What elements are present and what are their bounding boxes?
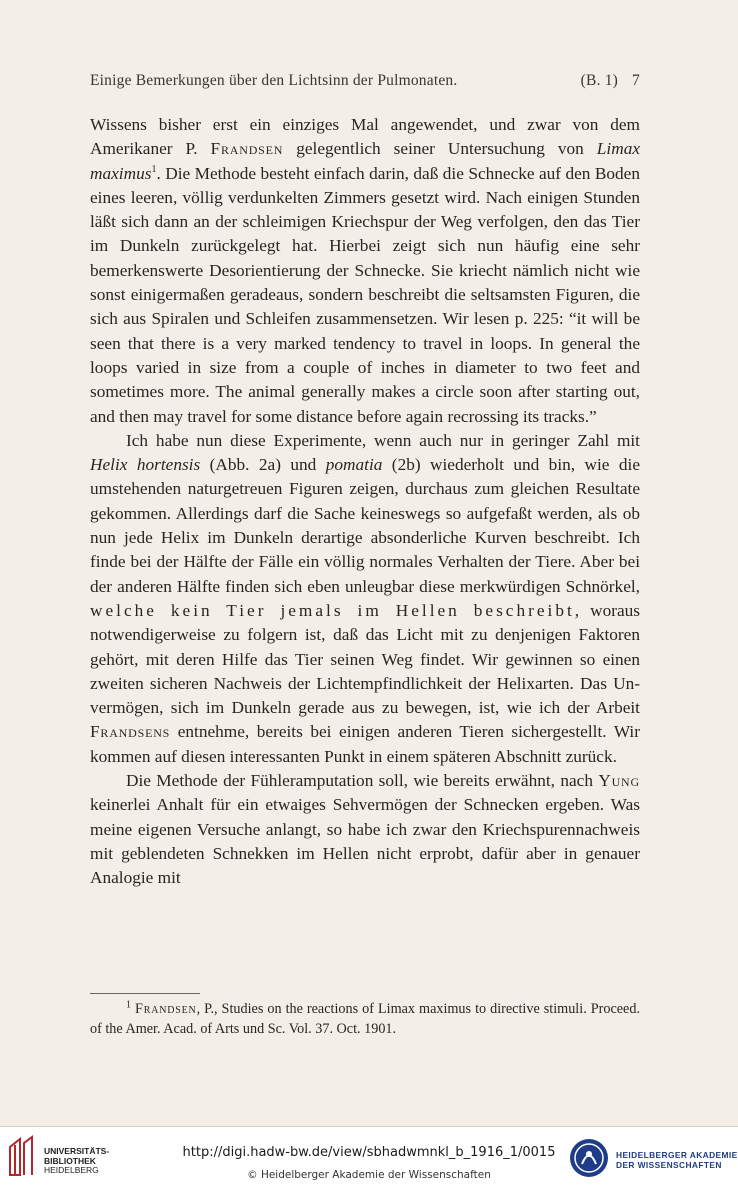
- running-title: Einige Bemerkungen über den Lichtsinn der Pulmonaten.: [90, 72, 458, 89]
- university-library-logo[interactable]: UNIVERSITÄTS- BIBLIOTHEK HEIDELBERG: [6, 1135, 126, 1181]
- species-name: pomatia: [325, 455, 383, 475]
- page-number: 7: [632, 72, 640, 89]
- spaced-emphasis: welche kein Tier jemals im Hellen beschreibt: [90, 600, 575, 620]
- footnote-text: , P., Studies on the reactions of Limax maximus to directive stimuli. Proceed. of the Amer. Acad. of Arts und Sc. Vol. 37. Oct. 1901.: [90, 1001, 640, 1037]
- species-name: Limax maximus: [90, 139, 640, 183]
- copyright-notice: © Heidelberger Akademie der Wissenschaften: [247, 1169, 491, 1181]
- author-name: Frandsens: [90, 722, 171, 742]
- author-name: Yung: [598, 771, 640, 791]
- footnote-author: Frandsen: [135, 1001, 197, 1017]
- paragraph-1: Wissens bisher erst ein einziges Mal angewendet, und zwar von dem Amerikaner P. Frandsen gelegentlich seiner Untersuchung von Limax maximus$^1$. Die Methode besteht einfach darin, daß die Schnecke auf den Boden eines leeren, völlig verdunkelten Zimmers gesetzt wird. Nach einigen Stunden läßt sich dann an der schleimigen Kriechspur der Weg verfolgen, den das Tier im Dunkeln zurückgelegt hat. Hierbei zeigt sich nun häufig eine sehr bemerkenswerte Desorientierung der Schnecke. Sie kriecht nämlich nicht wie sonst einigermaßen geradeaus, sondern beschreibt die seltsamsten Figuren, die sich aus Spiralen und Schleifen zusammensetzen. Wir lesen p. 225: “it will be seen that there is a very marked tendency to travel in loops. In general the loops varied in size from a couple of inches in diameter to two feet and sometimes more. The animal generally makes a circle soon after starting out, and then may travel for some distance before again recrossing its tracks.”: [90, 115, 640, 426]
- paragraph-2: Ich habe nun diese Experimente, wenn auch nur in geringer Zahl mit Helix hortensis (Abb. 2a) und pomatia (2b) wiederholt und bin, wie die umstehenden naturgetreuen Figuren zeigen, durchaus zum gleichen Resultate gekommen. Allerdings darf die Sache keineswegs so aufgefaßt werden, als ob nun jede Helix im Dunkeln derartige absonderliche Kurven beschreibt. Ich finde bei der Hälfte der Fälle ein völlig normales Verhalten der Tiere. Aber bei der anderen Hälfte finden sich eben unleugbar diese merkwürdigen Schnörkel, welche kein Tier jemals im Hellen beschreibt, woraus notwendigerweise zu folgern ist, daß das Licht mit zu denjenigen Faktoren gehört, mit deren Hilfe das Tier seinen Weg findet. Wir gewinnen so einen zweiten sicheren Nachweis der Lichtempfindlichkeit der Helixarten. Das Unvermögen, sich im Dunkeln gerade aus zu bewegen, ist, wie ich der Arbeit Frandsens entnehme, bereits bei einigen anderen Tieren sichergestellt. Wir kommen auf diesen interessanten Punkt in einem späteren Abschnitt zurück.: [90, 430, 640, 766]
- author-name: Frandsen: [210, 139, 284, 159]
- viewer-footer: [0, 1126, 738, 1189]
- footnote: [90, 999, 640, 1039]
- species-name: Helix hortensis: [90, 455, 201, 475]
- section-label: (B. 1): [580, 72, 619, 89]
- permalink-url[interactable]: http://digi.hadw-bw.de/view/sbhadwmnkl_b_1916_1/0015: [182, 1145, 556, 1160]
- academy-seal-icon: [568, 1137, 610, 1179]
- paragraph-3: Die Methode der Fühleramputation soll, wie bereits erwähnt, nach Yung keinerlei Anhalt für ein etwaiges Sehvermögen der Schnecken ergeben. Was meine eigenen Versuche anlangt, so habe ich zwar den Kriechspurennachweis mit geblendeten Schnekken im Hellen nicht erprobt, dafür aber in genauer Analogie mit: [90, 771, 640, 888]
- academy-logo[interactable]: HEIDELBERGER AKADEMIE DER WISSENSCHAFTEN: [568, 1137, 738, 1181]
- footnote-marker: 1: [126, 999, 131, 1011]
- running-header: [90, 72, 640, 90]
- body-text: [90, 113, 640, 891]
- footnote-divider: [90, 993, 200, 994]
- footnote-ref[interactable]: 1: [151, 163, 157, 175]
